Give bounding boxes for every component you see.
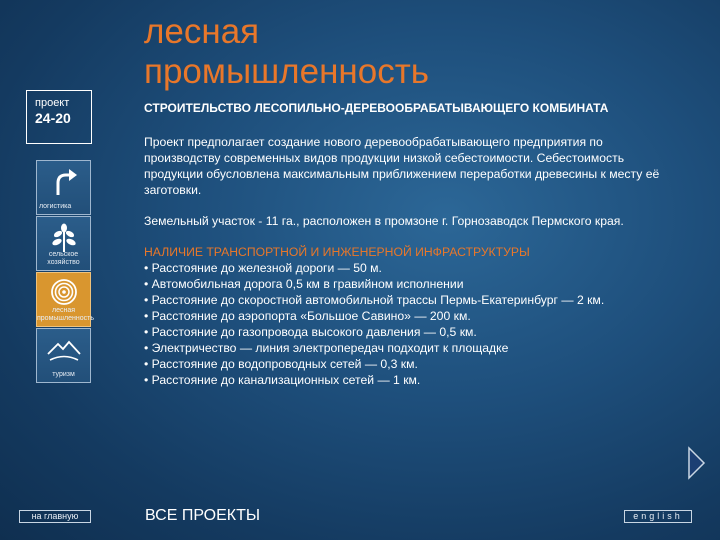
- project-number: 24-20: [35, 110, 71, 126]
- page-title-line-1: лесная: [144, 12, 260, 51]
- sidebar-item-agriculture[interactable]: [36, 216, 91, 271]
- english-language-button[interactable]: english: [624, 510, 692, 523]
- land-plot-paragraph: Земельный участок - 11 га., расположен в промзоне г. Горнозаводск Пермского края.: [144, 214, 624, 228]
- plant-icon: [47, 221, 81, 255]
- page-title: [144, 12, 429, 92]
- arrow-turn-icon: [47, 165, 81, 199]
- project-label: проект: [35, 97, 70, 109]
- home-button[interactable]: на главную: [19, 510, 91, 523]
- list-item: • Расстояние до аэропорта «Большое Савино» — 200 км.: [144, 309, 471, 323]
- list-item: • Расстояние до канализационных сетей — 1 км.: [144, 373, 421, 387]
- project-heading: СТРОИТЕЛЬСТВО ЛЕСОПИЛЬНО-ДЕРЕВООБРАБАТЫВАЮЩЕГО КОМБИНАТА: [144, 101, 609, 115]
- sidebar-item-label: лесная промышленность: [37, 307, 94, 322]
- mountains-icon: [47, 333, 81, 367]
- sidebar-item-tourism[interactable]: [36, 328, 91, 383]
- page-title-line-2: промышленность: [144, 52, 429, 91]
- next-arrow-icon[interactable]: [686, 446, 706, 480]
- tree-rings-icon: [47, 277, 81, 311]
- list-item: • Расстояние до газопровода высокого давления — 0,5 км.: [144, 325, 477, 339]
- infrastructure-list: [144, 260, 674, 388]
- description-paragraph: Проект предполагает создание нового деревообрабатывающего предприятия по производству современных видов продукции низкой себестоимости. Себестоимость продукции обусловлена максимальным приближением переработки древесины к месту её заготовки.: [144, 135, 660, 197]
- sidebar-item-label: сельское хозяйство: [47, 251, 80, 266]
- list-item: • Расстояние до скоростной автомобильной трассы Пермь-Екатеринбург — 2 км.: [144, 293, 605, 307]
- list-item: • Расстояние до водопроводных сетей — 0,3 км.: [144, 357, 418, 371]
- list-item: • Электричество — линия электропередач подходит к площадке: [144, 341, 509, 355]
- project-badge: [26, 90, 92, 144]
- sidebar-item-label: логистика: [39, 203, 72, 210]
- project-description: [144, 100, 674, 388]
- sidebar-item-logistics[interactable]: [36, 160, 91, 215]
- list-item: • Расстояние до железной дороги — 50 м.: [144, 261, 382, 275]
- sidebar-item-label: туризм: [52, 371, 75, 378]
- infrastructure-heading: НАЛИЧИЕ ТРАНСПОРТНОЙ И ИНЖЕНЕРНОЙ ИНФРАСТРУКТУРЫ: [144, 245, 530, 259]
- sidebar-item-forestry[interactable]: [36, 272, 94, 327]
- category-sidebar: [36, 160, 94, 384]
- all-projects-link[interactable]: ВСЕ ПРОЕКТЫ: [145, 507, 261, 524]
- list-item: • Автомобильная дорога 0,5 км в гравийном исполнении: [144, 277, 464, 291]
